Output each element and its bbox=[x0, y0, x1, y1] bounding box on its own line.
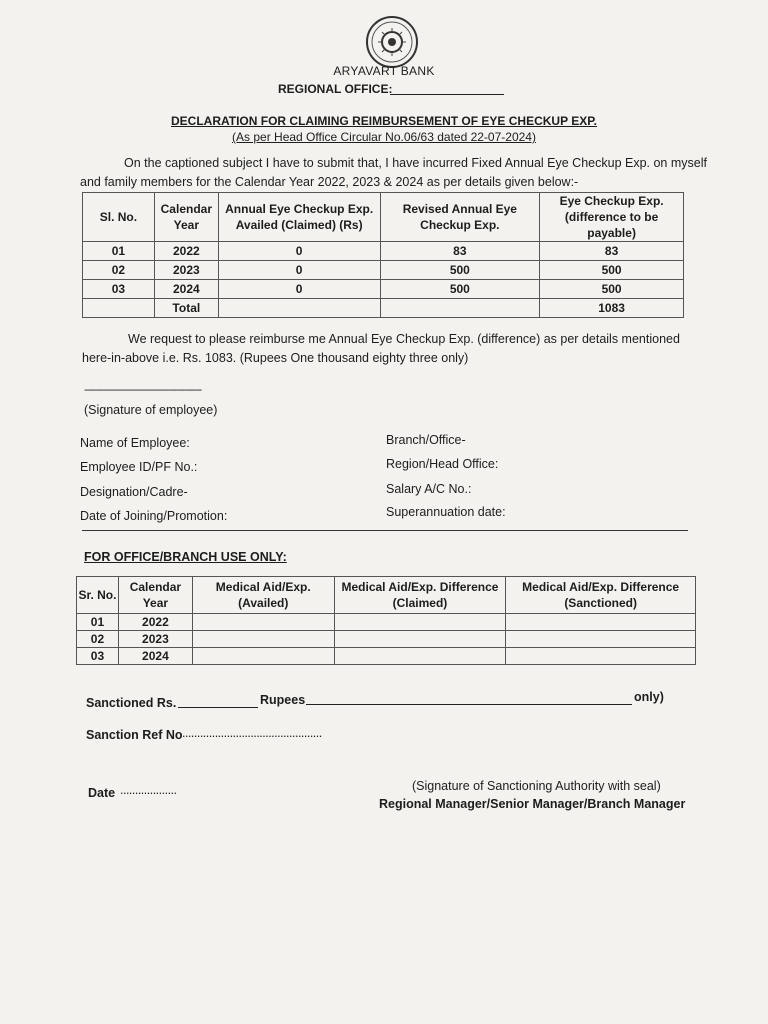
table-cell: 2022 bbox=[118, 614, 192, 631]
regional-office-blank[interactable] bbox=[390, 94, 504, 95]
col-header: Annual Eye Checkup Exp. Availed (Claimed) (Rs) bbox=[218, 193, 380, 242]
col-header: Eye Checkup Exp. (difference to be payable) bbox=[540, 193, 684, 242]
table-cell: 01 bbox=[83, 242, 155, 261]
office-use-heading: FOR OFFICE/BRANCH USE ONLY: bbox=[84, 550, 287, 564]
divider bbox=[82, 530, 688, 531]
table-row bbox=[83, 261, 684, 280]
table-cell: 500 bbox=[540, 280, 684, 299]
region-head-office-field[interactable]: Region/Head Office: bbox=[386, 457, 499, 471]
signature-line[interactable]: -------------------------------------------- bbox=[84, 384, 202, 396]
intro-paragraph: On the captioned subject I have to submit that, I have incurred Fixed Annual Eye Checkup Exp. on myself and family members for the Calendar Year 2022, 2023 & 2024 as per details given below:- bbox=[80, 156, 707, 189]
date-of-joining-field[interactable]: Date of Joining/Promotion: bbox=[80, 509, 228, 523]
claimed-cell[interactable] bbox=[334, 631, 506, 648]
date-label: Date bbox=[88, 786, 116, 800]
table-cell: 2022 bbox=[154, 242, 218, 261]
availed-cell[interactable] bbox=[192, 614, 334, 631]
office-table-header bbox=[77, 577, 696, 614]
only-label: only) bbox=[634, 690, 664, 704]
table-cell: 03 bbox=[77, 648, 119, 665]
table-cell: 2024 bbox=[154, 280, 218, 299]
claimed-cell[interactable] bbox=[334, 648, 506, 665]
table-cell bbox=[380, 299, 540, 318]
col-header: Medical Aid/Exp. (Availed) bbox=[192, 577, 334, 614]
salary-account-field[interactable]: Salary A/C No.: bbox=[386, 482, 472, 496]
col-header: Revised Annual Eye Checkup Exp. bbox=[380, 193, 540, 242]
col-header: Calendar Year bbox=[118, 577, 192, 614]
table-row bbox=[77, 631, 696, 648]
table-cell: 01 bbox=[77, 614, 119, 631]
office-use-table bbox=[76, 576, 696, 665]
col-header: Medical Aid/Exp. Difference (Claimed) bbox=[334, 577, 506, 614]
name-of-employee-field[interactable]: Name of Employee: bbox=[80, 436, 190, 450]
branch-office-field[interactable]: Branch/Office- bbox=[386, 433, 466, 447]
total-value: 1083 bbox=[540, 299, 684, 318]
superannuation-date-field[interactable]: Superannuation date: bbox=[386, 505, 506, 519]
designation-field[interactable]: Designation/Cadre- bbox=[80, 485, 188, 499]
table-cell: 83 bbox=[380, 242, 540, 261]
table-cell: 500 bbox=[540, 261, 684, 280]
bank-name: ARYAVART BANK bbox=[333, 64, 435, 78]
table-cell: 83 bbox=[540, 242, 684, 261]
sanctioned-amount-blank[interactable] bbox=[178, 707, 258, 708]
col-header: Sr. No. bbox=[77, 577, 119, 614]
rupees-label: Rupees bbox=[260, 693, 306, 707]
table-cell: 500 bbox=[380, 261, 540, 280]
rupees-words-blank[interactable] bbox=[306, 704, 632, 705]
availed-cell[interactable] bbox=[192, 648, 334, 665]
table-cell bbox=[218, 299, 380, 318]
table-cell: 0 bbox=[218, 280, 380, 299]
request-paragraph: We request to please reimburse me Annual Eye Checkup Exp. (difference) as per details mentioned here-in-above i.e. Rs. 1083. (Rupees One thousand eighty three only) bbox=[82, 332, 680, 365]
table-cell: 0 bbox=[218, 242, 380, 261]
form-title: DECLARATION FOR CLAIMING REIMBURSEMENT OF EYE CHECKUP EXP. bbox=[170, 114, 598, 128]
table-row bbox=[77, 648, 696, 665]
table-cell: 2023 bbox=[118, 631, 192, 648]
claim-table-header bbox=[83, 193, 684, 242]
sanction-ref-label: Sanction Ref No bbox=[86, 728, 183, 742]
availed-cell[interactable] bbox=[192, 631, 334, 648]
col-header: Calendar Year bbox=[154, 193, 218, 242]
date-blank[interactable]: ................... bbox=[120, 783, 177, 797]
regional-office-label: REGIONAL OFFICE: bbox=[278, 82, 393, 96]
table-cell: 02 bbox=[83, 261, 155, 280]
col-header: Sl. No. bbox=[83, 193, 155, 242]
sanctioned-cell[interactable] bbox=[506, 614, 696, 631]
table-total-row bbox=[83, 299, 684, 318]
table-cell: 2023 bbox=[154, 261, 218, 280]
sanction-ref-blank[interactable]: ............................................... bbox=[182, 726, 322, 740]
claim-table bbox=[82, 192, 684, 318]
table-cell: 500 bbox=[380, 280, 540, 299]
sanctioned-cell[interactable] bbox=[506, 631, 696, 648]
table-row bbox=[83, 242, 684, 261]
authority-title: Regional Manager/Senior Manager/Branch Manager bbox=[379, 797, 686, 811]
table-cell: 03 bbox=[83, 280, 155, 299]
table-cell: 2024 bbox=[118, 648, 192, 665]
claimed-cell[interactable] bbox=[334, 614, 506, 631]
table-row bbox=[77, 614, 696, 631]
col-header: Medical Aid/Exp. Difference (Sanctioned) bbox=[506, 577, 696, 614]
total-label: Total bbox=[154, 299, 218, 318]
form-subtitle: (As per Head Office Circular No.06/63 dated 22-07-2024) bbox=[232, 130, 536, 144]
sanctioned-rs-label: Sanctioned Rs. bbox=[86, 696, 177, 710]
sanctioned-cell[interactable] bbox=[506, 648, 696, 665]
table-cell bbox=[83, 299, 155, 318]
employee-id-field[interactable]: Employee ID/PF No.: bbox=[80, 460, 198, 474]
table-cell: 02 bbox=[77, 631, 119, 648]
table-cell: 0 bbox=[218, 261, 380, 280]
table-row bbox=[83, 280, 684, 299]
authority-signature-label: (Signature of Sanctioning Authority with seal) bbox=[412, 779, 661, 793]
signature-label: (Signature of employee) bbox=[84, 403, 218, 417]
